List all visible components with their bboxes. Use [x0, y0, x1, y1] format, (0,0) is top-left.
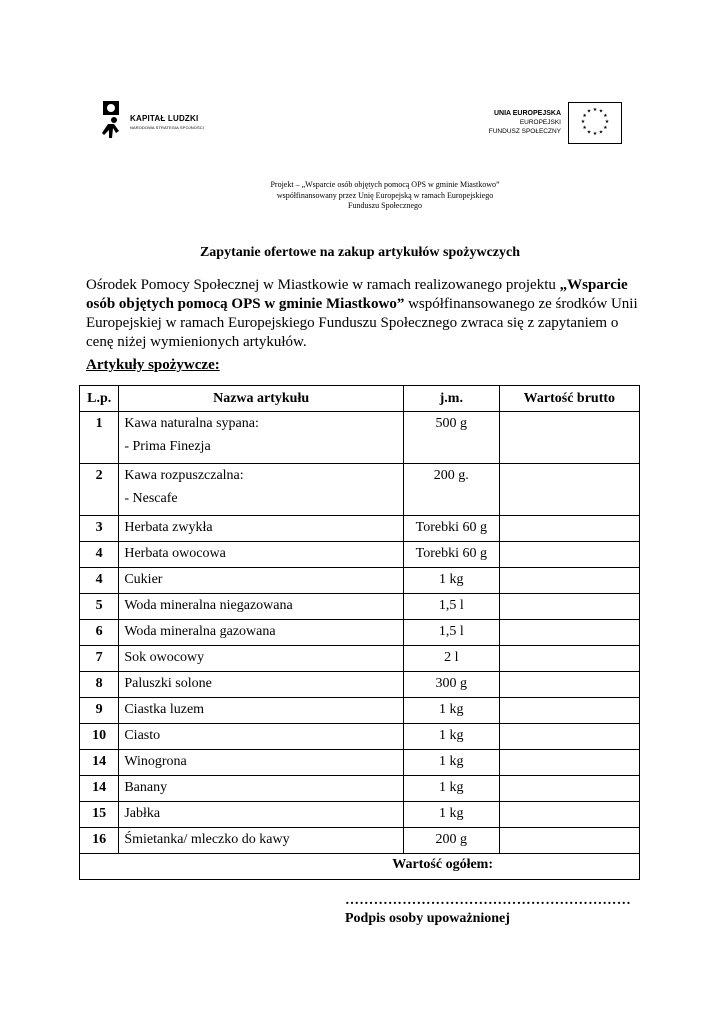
cell-lp: 4: [80, 542, 119, 568]
svg-text:★: ★: [598, 108, 604, 115]
cell-name: [119, 412, 404, 464]
cell-value-input[interactable]: [499, 568, 639, 594]
cell-jm: Torebki 60 g: [403, 516, 499, 542]
item-name: Kawa rozpuszczalna:: [124, 468, 244, 483]
cell-value-input[interactable]: [499, 802, 639, 828]
cell-jm: 2 l: [403, 646, 499, 672]
header-jm: j.m.: [403, 386, 499, 412]
total-label: Wartość ogółem:: [80, 854, 640, 880]
table-row: [80, 672, 640, 698]
cell-lp: 15: [80, 802, 119, 828]
kapital-ludzki-title: KAPITAŁ LUDZKI: [130, 114, 199, 123]
signature-line: ……………………………………………………: [345, 893, 631, 908]
cell-lp: 2: [80, 464, 119, 516]
header-value: Wartość brutto: [499, 386, 639, 412]
kapital-ludzki-subtitle: NARODOWA STRATEGIA SPÓJNOŚCI: [130, 125, 204, 130]
item-name: Kawa naturalna sypana:: [124, 416, 259, 431]
cell-lp: 14: [80, 750, 119, 776]
cell-jm: 1 kg: [403, 568, 499, 594]
svg-text:★: ★: [603, 125, 608, 131]
cell-name: Śmietanka/ mleczko do kawy: [119, 828, 404, 854]
cell-jm: 1,5 l: [403, 594, 499, 620]
table-row: [80, 542, 640, 568]
cell-value-input[interactable]: [499, 750, 639, 776]
table-row: [80, 516, 640, 542]
svg-text:★: ★: [582, 125, 587, 131]
item-subname: - Nescafe: [124, 491, 178, 506]
cell-value-input[interactable]: [499, 464, 639, 516]
cell-jm: 200 g.: [403, 464, 499, 516]
cell-jm: 1 kg: [403, 698, 499, 724]
table-row: [80, 646, 640, 672]
cell-jm: 500 g: [403, 412, 499, 464]
cell-name: Winogrona: [119, 750, 404, 776]
intro-text-2: współfinansowanego ze środków Unii Europejskiej w ramach Europejskiego Funduszu Społecznego zwraca się z zapytaniem o cenę niżej wymienionych artykułów.: [86, 296, 638, 350]
svg-text:★: ★: [580, 119, 586, 125]
document-title: Zapytanie ofertowe na zakup artykułów spożywczych: [199, 245, 521, 260]
cell-lp: 9: [80, 698, 119, 724]
signature-block: [345, 893, 631, 927]
table-total-row: [80, 854, 640, 880]
cell-name: Jabłka: [119, 802, 404, 828]
cell-jm: 1 kg: [403, 776, 499, 802]
cell-value-input[interactable]: [499, 412, 639, 464]
cell-lp: 3: [80, 516, 119, 542]
svg-text:★: ★: [582, 113, 587, 119]
table-row: [80, 594, 640, 620]
header-lp: L.p.: [80, 386, 119, 412]
eu-flag-icon: [568, 102, 622, 144]
svg-text:★: ★: [586, 129, 592, 136]
kapital-ludzki-logo: [100, 100, 210, 142]
eu-line-3: FUNDUSZ SPOŁECZNY: [488, 128, 561, 135]
cell-lp: 8: [80, 672, 119, 698]
cell-value-input[interactable]: [499, 776, 639, 802]
cell-name: Woda mineralna niegazowana: [119, 594, 404, 620]
table-row: [80, 412, 640, 464]
project-note: [230, 180, 540, 212]
cell-value-input[interactable]: [499, 542, 639, 568]
cell-value-input[interactable]: [499, 620, 639, 646]
cell-lp: 10: [80, 724, 119, 750]
cell-name: Woda mineralna gazowana: [119, 620, 404, 646]
svg-text:★: ★: [586, 108, 592, 115]
cell-value-input[interactable]: [499, 724, 639, 750]
cell-jm: 1 kg: [403, 724, 499, 750]
cell-value-input[interactable]: [499, 646, 639, 672]
cell-jm: 1 kg: [403, 750, 499, 776]
intro-text-1: Ośrodek Pomocy Społecznej w Miastkowie w ramach realizowanego projektu: [86, 277, 560, 293]
cell-value-input[interactable]: [499, 594, 639, 620]
cell-jm: 200 g: [403, 828, 499, 854]
table-row: [80, 776, 640, 802]
cell-name: Ciasto: [119, 724, 404, 750]
table-row: [80, 620, 640, 646]
cell-name: Paluszki solone: [119, 672, 404, 698]
header-name: Nazwa artykułu: [119, 386, 404, 412]
section-heading: Artykuły spożywcze:: [86, 357, 220, 373]
cell-jm: 300 g: [403, 672, 499, 698]
signature-label: Podpis osoby upoważnionej: [345, 911, 510, 926]
cell-value-input[interactable]: [499, 516, 639, 542]
svg-text:★: ★: [604, 119, 610, 125]
project-line-2: współfinansowany przez Unię Europejską w ramach Europejskiego: [276, 190, 494, 200]
cell-jm: 1,5 l: [403, 620, 499, 646]
cell-lp: 16: [80, 828, 119, 854]
kapital-ludzki-emblem-icon: [100, 100, 126, 140]
svg-text:★: ★: [592, 107, 598, 113]
items-table: [79, 385, 640, 880]
cell-name: Banany: [119, 776, 404, 802]
eu-line-1: UNIA EUROPEJSKA: [493, 110, 561, 117]
cell-name: Ciastka luzem: [119, 698, 404, 724]
cell-jm: Torebki 60 g: [403, 542, 499, 568]
cell-value-input[interactable]: [499, 672, 639, 698]
cell-name: Sok owocowy: [119, 646, 404, 672]
cell-lp: 4: [80, 568, 119, 594]
cell-name: Herbata owocowa: [119, 542, 404, 568]
table-row: [80, 750, 640, 776]
cell-value-input[interactable]: [499, 828, 639, 854]
svg-text:★: ★: [592, 131, 598, 137]
table-header-row: [80, 386, 640, 412]
project-line-3: Funduszu Społecznego: [348, 201, 422, 210]
table-row: [80, 828, 640, 854]
svg-text:★: ★: [603, 113, 608, 119]
svg-text:★: ★: [598, 129, 604, 136]
cell-name: [119, 464, 404, 516]
cell-lp: 7: [80, 646, 119, 672]
eu-logo: [483, 102, 623, 146]
cell-lp: 1: [80, 412, 119, 464]
cell-lp: 6: [80, 620, 119, 646]
cell-name: Herbata zwykła: [119, 516, 404, 542]
cell-lp: 14: [80, 776, 119, 802]
table-row: [80, 568, 640, 594]
cell-value-input[interactable]: [499, 698, 639, 724]
table-row: [80, 698, 640, 724]
cell-lp: 5: [80, 594, 119, 620]
project-line-1: Projekt – „Wsparcie osób objętych pomocą OPS w gminie Miastkowo”: [270, 180, 500, 189]
intro-paragraph: [86, 276, 646, 352]
eu-line-2: EUROPEJSKI: [519, 119, 561, 126]
item-subname: - Prima Finezja: [124, 439, 211, 454]
cell-jm: 1 kg: [403, 802, 499, 828]
table-row: [80, 464, 640, 516]
table-row: [80, 802, 640, 828]
cell-name: Cukier: [119, 568, 404, 594]
table-row: [80, 724, 640, 750]
intro-project-name: „Wsparcie osób objętych pomocą OPS w gminie Miastkowo”: [86, 277, 628, 312]
